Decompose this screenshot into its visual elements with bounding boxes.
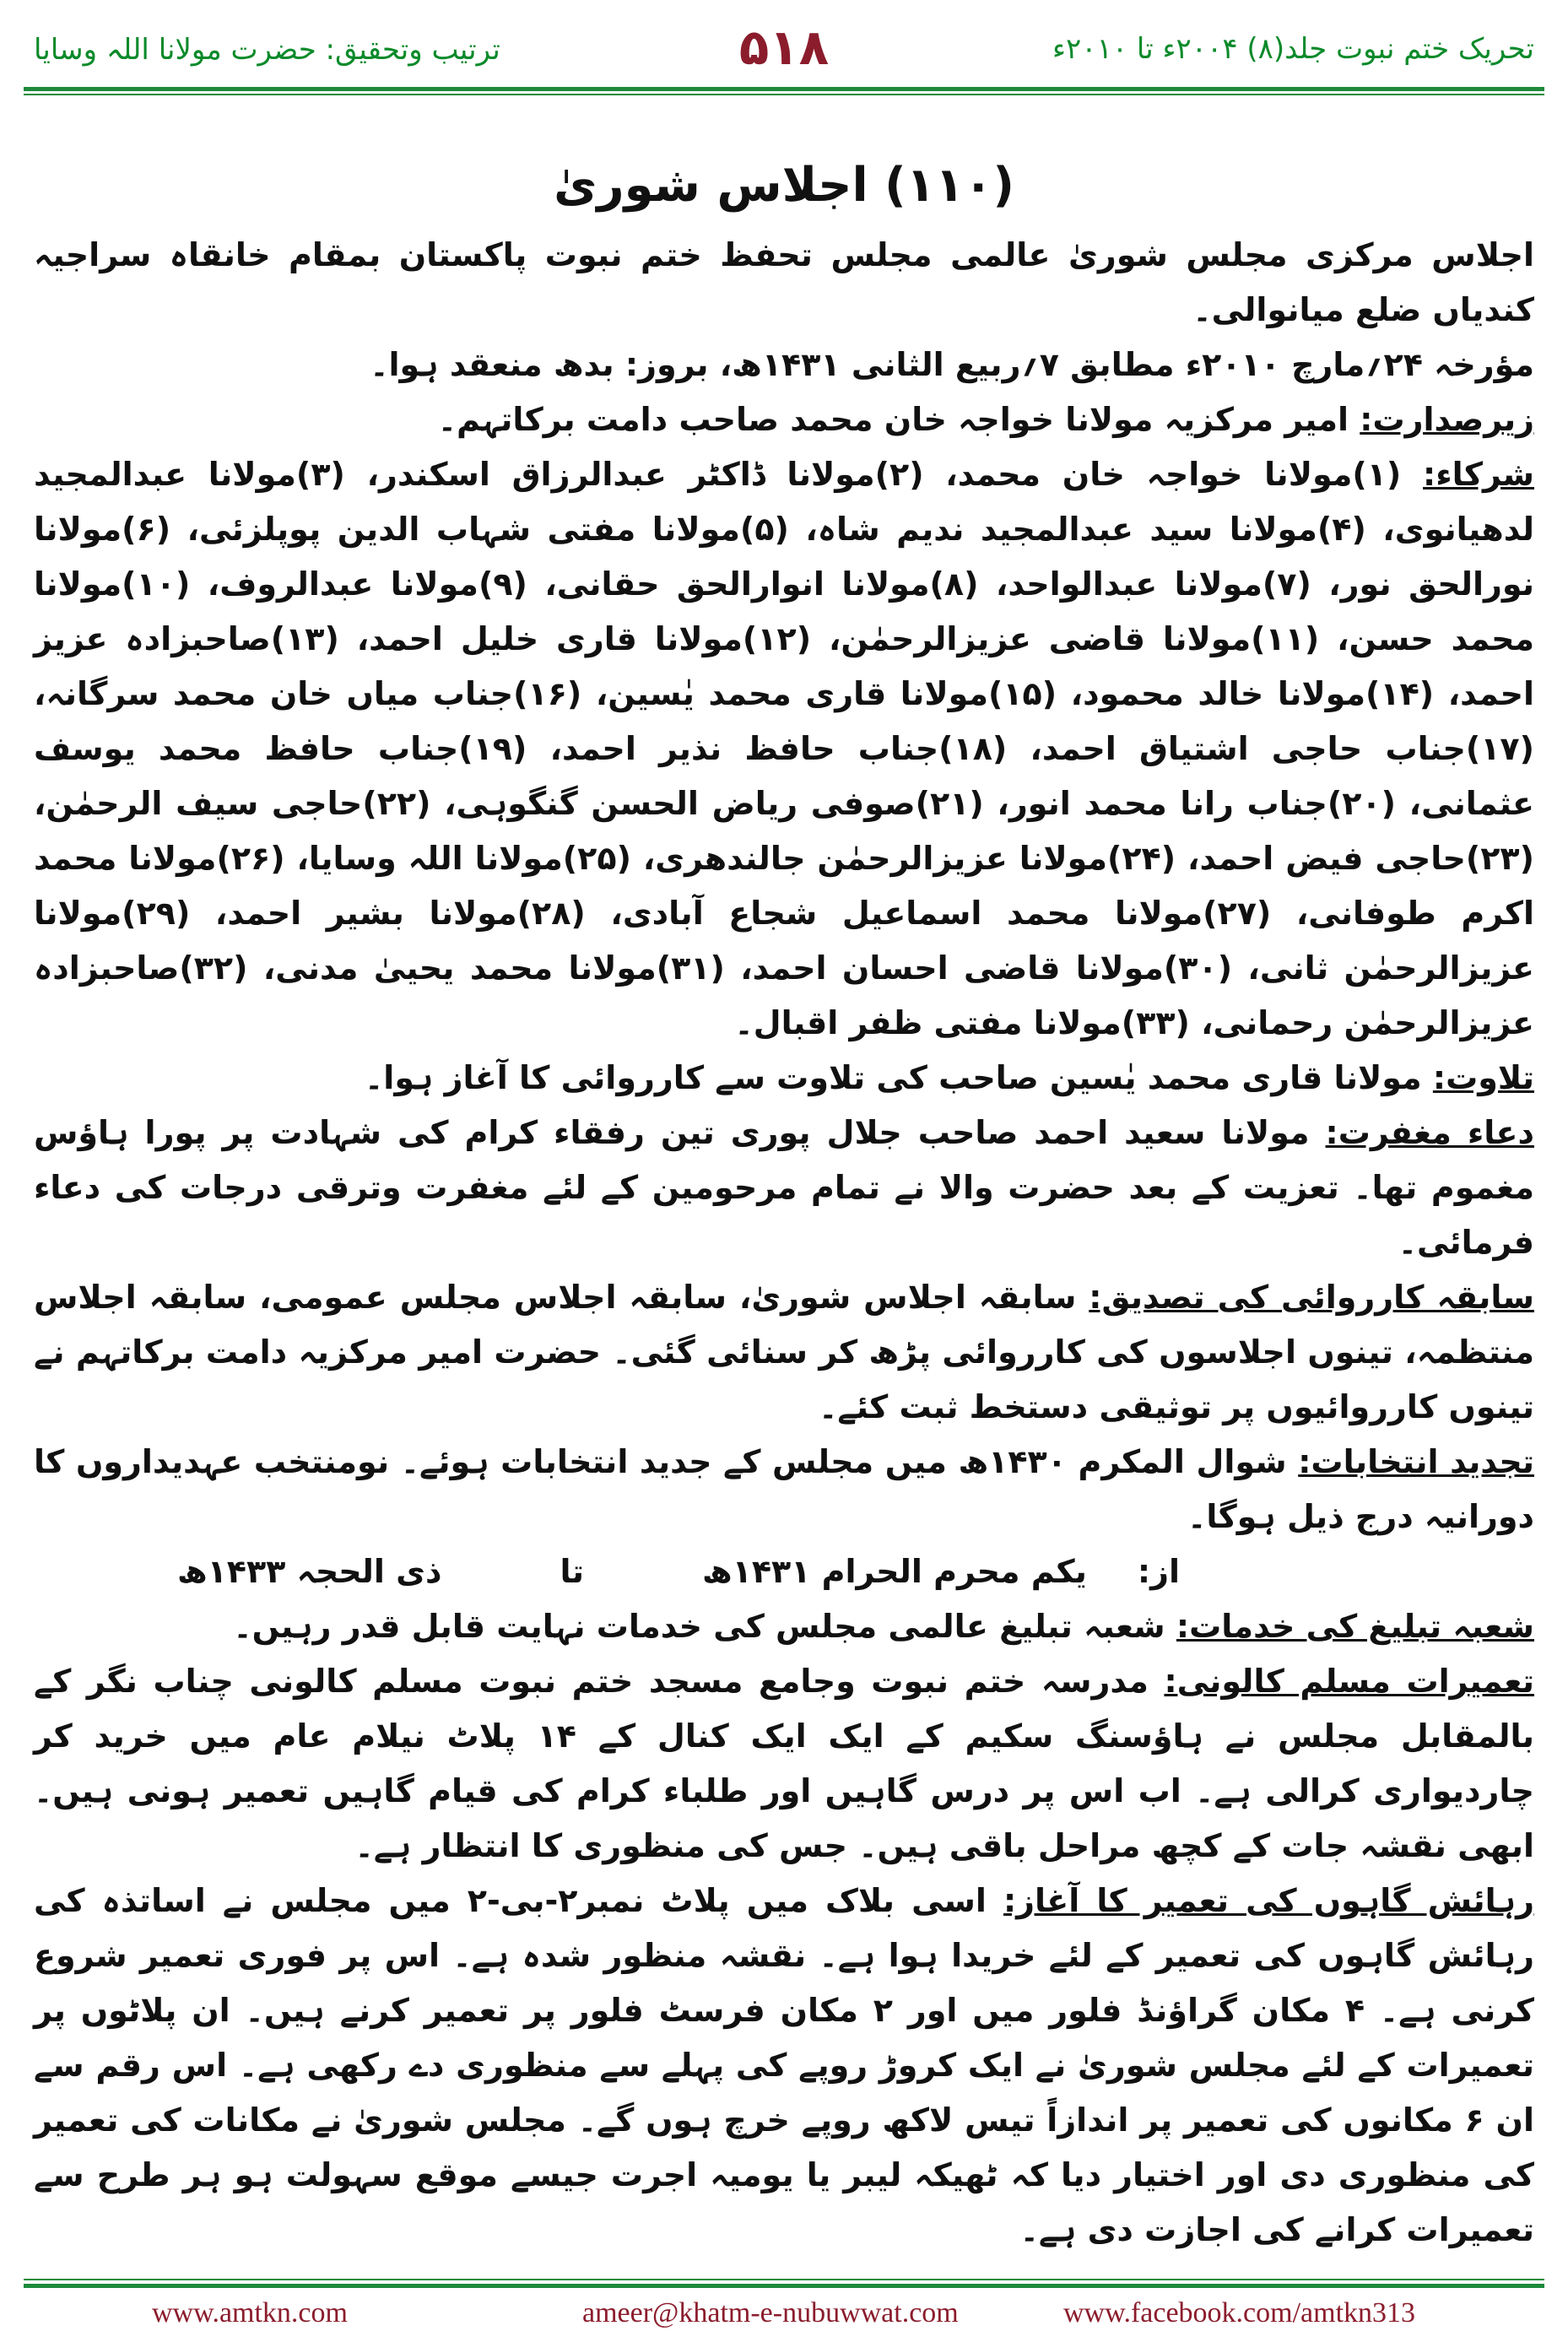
- page-footer: [0, 2279, 1568, 2342]
- compiler-credit: ترتیب وتحقیق: حضرت مولانا اللہ وسایا: [34, 33, 500, 67]
- email-link[interactable]: ameer@khatm-e-nubuwwat.com: [582, 2297, 959, 2328]
- elections-text: شوال المکرم ۱۴۳۰ھ میں مجلس کے جدید انتخابات ہوئے۔ نومنتخب عہدیداروں کا دورانیہ درج ذیل ہوگا۔: [34, 1443, 1534, 1535]
- participants-paragraph: [34, 447, 1534, 1051]
- term-range: [34, 1544, 1534, 1599]
- header-rule: [24, 87, 1544, 91]
- presidency-heading: زیرصدارت:: [1360, 401, 1534, 438]
- elections-heading: تجدید انتخابات:: [1298, 1443, 1534, 1480]
- colony-heading: تعمیرات مسلم کالونی:: [1164, 1663, 1534, 1700]
- participants-text: (۱)مولانا خواجہ خان محمد، (۲)مولانا ڈاکٹر عبدالرزاق اسکندر، (۳)مولانا عبدالمجید لدھیانوی، (۴)مولانا سید عبدالمجید ندیم شاہ، (۵)مولانا مفتی شہاب الدین پوپلزئی، (۶)مولانا نورالحق نور، (۷)مولانا عبدالواحد، (۸)مولانا انوارالحق حقانی، (۹)مولانا عبدالروف، (۱۰)مولانا محمد حسن، (۱۱)مولانا قاضی عزیزالرحمٰن، (۱۲)مولانا قاری خلیل احمد، (۱۳)صاحبزادہ عزیز احمد، (۱۴)مولانا خالد محمود، (۱۵)مولانا قاری محمد یٰسین، (۱۶)جناب میاں خان محمد سرگانہ، (۱۷)جناب حاجی اشتیاق احمد، (۱۸)جناب حافظ نذیر احمد، (۱۹)جناب حافظ محمد یوسف عثمانی، (۲۰)جناب رانا محمد انور، (۲۱)صوفی ریاض الحسن گنگوہی، (۲۲)حاجی سیف الرحمٰن، (۲۳)حاجی فیض احمد، (۲۴)مولانا عزیزالرحمٰن جالندھری، (۲۵)مولانا اللہ وسایا، (۲۶)مولانا محمد اکرم طوفانی، (۲۷)مولانا محمد اسماعیل شجاع آبادی، (۲۸)مولانا بشیر احمد، (۲۹)مولانا عزیزالرحمٰن ثانی، (۳۰)مولانا قاضی احسان احمد، (۳۱)مولانا محمد یحییٰ مدنی، (۳۲)صاحبزادہ عزیزالرحمٰن رحمانی، (۳۳)مولانا مفتی ظفر اقبال۔: [34, 456, 1535, 1041]
- presidency-paragraph: [34, 392, 1534, 447]
- document-body: [34, 152, 1534, 2258]
- recitation-paragraph: [34, 1051, 1534, 1106]
- website-link[interactable]: www.amtkn.com: [152, 2297, 348, 2328]
- footer-rule-thin: [24, 2279, 1544, 2280]
- prayer-heading: دعاء مغفرت:: [1325, 1114, 1534, 1151]
- colony-text: مدرسہ ختم نبوت وجامع مسجد ختم نبوت مسلم کالونی چناب نگر کے بالمقابل مجلس نے ہاؤسنگ سکیم کے ایک ایک کنال کے ۱۴ پلاٹ نیلام عام میں خرید کر چاردیواری کرالی ہے۔ اب اس پر درس گاہیں اور طلباء کرام کی قیام گاہیں تعمیر ہونی ہیں۔ ابھی نقشہ جات کے کچھ مراحل باقی ہیں۔ جس کی منظوری کا انتظار ہے۔: [34, 1663, 1534, 1864]
- tabligh-paragraph: [34, 1599, 1534, 1654]
- book-title: تحریک ختم نبوت جلد(۸) ۲۰۰۴ء تا ۲۰۱۰ء: [1052, 32, 1534, 66]
- recitation-text: مولانا قاری محمد یٰسین صاحب کی تلاوت سے کارروائی کا آغاز ہوا۔: [365, 1059, 1433, 1096]
- range-from-label: از:: [1137, 1553, 1180, 1590]
- residence-heading: رہائش گاہوں کی تعمیر کا آغاز:: [1003, 1882, 1535, 1919]
- range-to-label: تا: [560, 1553, 585, 1590]
- confirmation-heading: سابقہ کارروائی کی تصدیق:: [1089, 1279, 1534, 1316]
- presidency-text: امیر مرکزیہ مولانا خواجہ خان محمد صاحب دامت برکاتہم۔: [437, 401, 1360, 438]
- participants-heading: شرکاء:: [1423, 456, 1535, 493]
- confirmation-text: سابقہ اجلاس شوریٰ، سابقہ اجلاس مجلس عمومی، سابقہ اجلاس منتظمہ، تینوں اجلاسوں کی کارروائی پڑھ کر سنائی گئی۔ حضرت امیر مرکزیہ دامت برکاتہم نے تینوں کارروائیوں پر توثیقی دستخط ثبت کئے۔: [34, 1279, 1534, 1425]
- residence-paragraph: [34, 1874, 1534, 2258]
- header-rule-thin: [24, 94, 1544, 95]
- prayer-text: مولانا سعید احمد صاحب جلال پوری تین رفقاء کرام کی شہادت پر پورا ہاؤس مغموم تھا۔ تعزیت کے بعد حضرت والا نے تمام مرحومین کے لئے مغفرت وترقی درجات کی دعاء فرمائی۔: [34, 1114, 1534, 1261]
- intro-line-2: مؤرخہ ۲۴؍مارچ ۲۰۱۰ء مطابق ۷؍ربیع الثانی ۱۴۳۱ھ، بروز: بدھ منعقد ہوا۔: [370, 346, 1534, 383]
- page-number: ۵۱۸: [738, 19, 830, 76]
- recitation-heading: تلاوت:: [1432, 1059, 1534, 1096]
- page-header: [0, 0, 1568, 93]
- section-title: (۱۱۰) اجلاس شوریٰ: [554, 158, 1014, 213]
- colony-paragraph: [34, 1654, 1534, 1874]
- tabligh-heading: شعبہ تبلیغ کی خدمات:: [1176, 1608, 1534, 1645]
- elections-paragraph: [34, 1435, 1534, 1544]
- footer-rule: [24, 2284, 1544, 2288]
- tabligh-text: شعبہ تبلیغ عالمی مجلس کی خدمات نہایت قابل قدر رہیں۔: [233, 1608, 1176, 1645]
- facebook-link[interactable]: www.facebook.com/amtkn313: [1063, 2297, 1416, 2328]
- intro-paragraph: [34, 228, 1534, 338]
- prayer-paragraph: [34, 1106, 1534, 1270]
- residence-text: اسی بلاک میں پلاٹ نمبر۲-بی-۲ میں مجلس نے اساتذہ کی رہائش گاہوں کی تعمیر کے لئے خریدا ہوا ہے۔ نقشہ منظور شدہ ہے۔ اس پر فوری تعمیر شروع کرنی ہے۔ ۴ مکان گراؤنڈ فلور میں اور ۲ مکان فرسٹ فلور پر تعمیر کرنے ہیں۔ ان پلاٹوں پر تعمیرات کے لئے مجلس شوریٰ نے ایک کروڑ روپے کی پہلے سے منظوری دے رکھی ہے۔ اس رقم سے ان ۶ مکانوں کی تعمیر پر اندازاً تیس لاکھ روپے خرچ ہوں گے۔ مجلس شوریٰ نے مکانات کی تعمیر کی منظوری دی اور اختیار دیا کہ ٹھیکہ لیبر یا یومیہ اجرت جیسے موقع سہولت ہو ہر طرح سے تعمیرات کرانے کی اجازت دی ہے۔: [34, 1882, 1534, 2248]
- intro-date-paragraph: [34, 338, 1534, 392]
- intro-line-1: اجلاس مرکزی مجلس شوریٰ عالمی مجلس تحفظ ختم نبوت پاکستان بمقام خانقاہ سراجیہ کندیاں ضلع میانوالی۔: [34, 236, 1534, 328]
- range-from: یکم محرم الحرام ۱۴۳۱ھ: [702, 1553, 1087, 1590]
- confirmation-paragraph: [34, 1270, 1534, 1435]
- range-to: ذی الحجہ ۱۴۳۳ھ: [176, 1553, 442, 1590]
